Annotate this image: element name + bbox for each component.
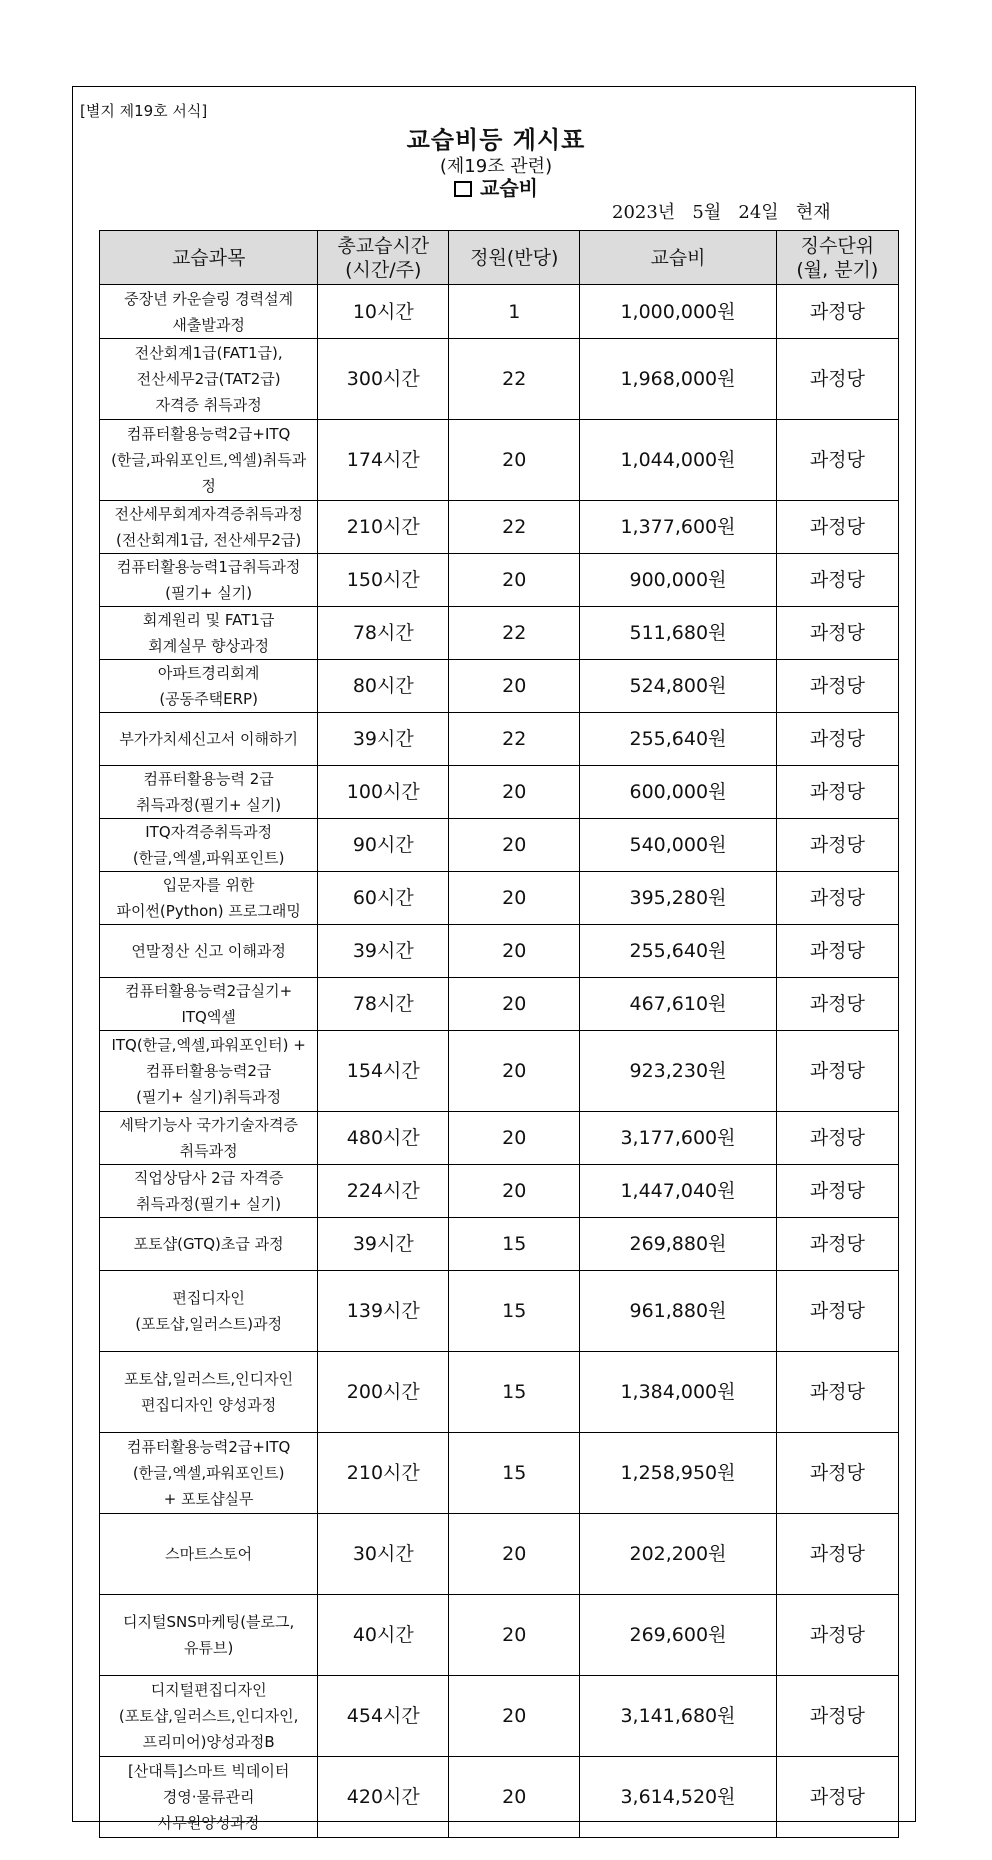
table-row [100,1031,899,1112]
cell-hours: 78시간 [318,978,449,1031]
table-row [100,660,899,713]
cell-capacity: 1 [449,285,580,339]
cell-capacity: 20 [449,1595,580,1676]
cell-fee: 1,000,000원 [580,285,776,339]
cell-hours: 78시간 [318,607,449,660]
cell-billing-unit: 과정당 [776,925,898,978]
cell-fee: 961,880원 [580,1271,776,1352]
cell-capacity: 20 [449,1165,580,1218]
cell-billing-unit: 과정당 [776,872,898,925]
cell-subject: [산대특]스마트 빅데이터 경영·물류관리 사무원양성과정 [100,1757,318,1838]
as-of-date: 2023년 5월 24일 현재 [612,202,831,223]
column-header-hours: 총교습시간 (시간/주) [318,231,449,285]
cell-hours: 90시간 [318,819,449,872]
cell-hours: 154시간 [318,1031,449,1112]
cell-fee: 255,640원 [580,925,776,978]
cell-hours: 39시간 [318,925,449,978]
cell-billing-unit: 과정당 [776,713,898,766]
cell-fee: 395,280원 [580,872,776,925]
cell-capacity: 20 [449,660,580,713]
cell-hours: 210시간 [318,501,449,554]
cell-subject: 부가가치세신고서 이해하기 [100,713,318,766]
cell-hours: 480시간 [318,1112,449,1165]
cell-billing-unit: 과정당 [776,1595,898,1676]
cell-fee: 1,258,950원 [580,1433,776,1514]
table-row [100,1218,899,1271]
cell-subject: 중장년 카운슬링 경력설계 새출발과정 [100,285,318,339]
table-body [100,285,899,1838]
table-row [100,339,899,420]
cell-subject: 컴퓨터활용능력2급+ITQ (한글,파워포인트,엑셀)취득과 정 [100,420,318,501]
table-row [100,285,899,339]
cell-fee: 3,177,600원 [580,1112,776,1165]
cell-subject: ITQ자격증취득과정 (한글,엑셀,파워포인트) [100,819,318,872]
table-row [100,1757,899,1838]
cell-capacity: 15 [449,1271,580,1352]
table-row [100,766,899,819]
cell-billing-unit: 과정당 [776,660,898,713]
cell-billing-unit: 과정당 [776,1757,898,1838]
cell-billing-unit: 과정당 [776,1218,898,1271]
cell-subject: 컴퓨터활용능력 2급 취득과정(필기+ 실기) [100,766,318,819]
cell-billing-unit: 과정당 [776,1676,898,1757]
cell-fee: 923,230원 [580,1031,776,1112]
cell-hours: 200시간 [318,1352,449,1433]
cell-subject: 컴퓨터활용능력1급취득과정 (필기+ 실기) [100,554,318,607]
table-row [100,978,899,1031]
cell-hours: 139시간 [318,1271,449,1352]
cell-hours: 60시간 [318,872,449,925]
cell-capacity: 15 [449,1433,580,1514]
cell-billing-unit: 과정당 [776,978,898,1031]
table-row [100,1112,899,1165]
cell-fee: 540,000원 [580,819,776,872]
table-row [100,554,899,607]
cell-billing-unit: 과정당 [776,1165,898,1218]
cell-fee: 269,600원 [580,1595,776,1676]
table-row [100,1352,899,1433]
section-heading [0,172,992,201]
cell-capacity: 20 [449,978,580,1031]
cell-fee: 1,044,000원 [580,420,776,501]
table-row [100,713,899,766]
cell-billing-unit: 과정당 [776,339,898,420]
cell-fee: 524,800원 [580,660,776,713]
tuition-table [99,230,899,1838]
cell-subject: 편집디자인 (포토샵,일러스트)과정 [100,1271,318,1352]
cell-billing-unit: 과정당 [776,607,898,660]
cell-capacity: 22 [449,713,580,766]
table-row [100,1165,899,1218]
cell-billing-unit: 과정당 [776,1433,898,1514]
cell-capacity: 20 [449,1757,580,1838]
section-label: 교습비 [480,176,538,200]
table-row [100,1271,899,1352]
cell-subject: 스마트스토어 [100,1514,318,1595]
table-row [100,1514,899,1595]
cell-billing-unit: 과정당 [776,501,898,554]
table-row [100,1433,899,1514]
cell-capacity: 20 [449,819,580,872]
cell-hours: 39시간 [318,1218,449,1271]
column-header-subject: 교습과목 [100,231,318,285]
cell-billing-unit: 과정당 [776,1031,898,1112]
cell-billing-unit: 과정당 [776,420,898,501]
cell-hours: 30시간 [318,1514,449,1595]
cell-hours: 420시간 [318,1757,449,1838]
table-row [100,819,899,872]
column-header-capacity: 정원(반당) [449,231,580,285]
cell-fee: 511,680원 [580,607,776,660]
cell-capacity: 20 [449,420,580,501]
cell-fee: 1,447,040원 [580,1165,776,1218]
cell-hours: 174시간 [318,420,449,501]
cell-fee: 1,377,600원 [580,501,776,554]
cell-subject: 전산회계1급(FAT1급), 전산세무2급(TAT2급) 자격증 취득과정 [100,339,318,420]
cell-billing-unit: 과정당 [776,285,898,339]
cell-capacity: 20 [449,925,580,978]
cell-hours: 10시간 [318,285,449,339]
cell-subject: 직업상담사 2급 자격증 취득과정(필기+ 실기) [100,1165,318,1218]
cell-hours: 39시간 [318,713,449,766]
cell-subject: 포토샵(GTQ)초급 과정 [100,1218,318,1271]
cell-subject: 디지털SNS마케팅(블로그, 유튜브) [100,1595,318,1676]
cell-capacity: 22 [449,607,580,660]
table-row [100,872,899,925]
cell-fee: 467,610원 [580,978,776,1031]
checkbox-icon [454,181,472,197]
table-header-row [100,231,899,285]
cell-capacity: 20 [449,872,580,925]
cell-hours: 40시간 [318,1595,449,1676]
table-row [100,1595,899,1676]
cell-capacity: 20 [449,1112,580,1165]
column-header-billing-unit: 징수단위 (월, 분기) [776,231,898,285]
cell-hours: 80시간 [318,660,449,713]
cell-subject: 입문자를 위한 파이썬(Python) 프로그래밍 [100,872,318,925]
table-row [100,925,899,978]
cell-subject: 회계원리 및 FAT1급 회계실무 향상과정 [100,607,318,660]
cell-fee: 202,200원 [580,1514,776,1595]
cell-subject: 컴퓨터활용능력2급+ITQ (한글,엑셀,파워포인트) + 포토샵실무 [100,1433,318,1514]
table-row [100,607,899,660]
cell-capacity: 15 [449,1352,580,1433]
cell-hours: 454시간 [318,1676,449,1757]
cell-subject: 컴퓨터활용능력2급실기+ ITQ엑셀 [100,978,318,1031]
cell-hours: 100시간 [318,766,449,819]
cell-hours: 300시간 [318,339,449,420]
cell-fee: 1,384,000원 [580,1352,776,1433]
page-title: 교습비등 게시표 [406,126,586,154]
cell-subject: 전산세무회계자격증취득과정 (전산회계1급, 전산세무2급) [100,501,318,554]
cell-capacity: 22 [449,339,580,420]
cell-billing-unit: 과정당 [776,1271,898,1352]
cell-fee: 269,880원 [580,1218,776,1271]
cell-subject: 연말정산 신고 이해과정 [100,925,318,978]
cell-capacity: 15 [449,1218,580,1271]
cell-fee: 900,000원 [580,554,776,607]
cell-billing-unit: 과정당 [776,766,898,819]
page-subtitle: (제19조 관련) [439,156,553,177]
cell-capacity: 20 [449,1676,580,1757]
cell-fee: 3,141,680원 [580,1676,776,1757]
column-header-fee: 교습비 [580,231,776,285]
cell-fee: 3,614,520원 [580,1757,776,1838]
cell-hours: 150시간 [318,554,449,607]
cell-capacity: 20 [449,1514,580,1595]
table-row [100,501,899,554]
form-reference: [별지 제19호 서식] [80,102,208,120]
cell-subject: 포토샵,일러스트,인디자인 편집디자인 양성과정 [100,1352,318,1433]
cell-capacity: 20 [449,766,580,819]
cell-fee: 1,968,000원 [580,339,776,420]
table-row [100,420,899,501]
cell-subject: ITQ(한글,엑셀,파워포인터) + 컴퓨터활용능력2급 (필기+ 실기)취득과정 [100,1031,318,1112]
cell-billing-unit: 과정당 [776,1352,898,1433]
cell-billing-unit: 과정당 [776,819,898,872]
cell-billing-unit: 과정당 [776,554,898,607]
cell-hours: 210시간 [318,1433,449,1514]
table-row [100,1676,899,1757]
cell-billing-unit: 과정당 [776,1514,898,1595]
cell-fee: 255,640원 [580,713,776,766]
cell-hours: 224시간 [318,1165,449,1218]
cell-subject: 디지털편집디자인 (포토샵,일러스트,인디자인, 프리미어)양성과정B [100,1676,318,1757]
cell-capacity: 20 [449,1031,580,1112]
cell-subject: 아파트경리회계 (공동주택ERP) [100,660,318,713]
cell-billing-unit: 과정당 [776,1112,898,1165]
cell-capacity: 20 [449,554,580,607]
cell-subject: 세탁기능사 국가기술자격증 취득과정 [100,1112,318,1165]
cell-capacity: 22 [449,501,580,554]
cell-fee: 600,000원 [580,766,776,819]
